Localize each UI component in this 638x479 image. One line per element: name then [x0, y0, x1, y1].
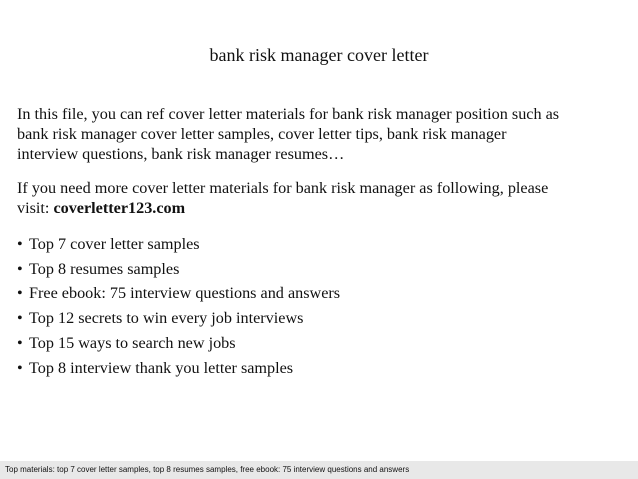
bullet-icon: • [17, 235, 23, 253]
list-item [17, 356, 622, 381]
intro-paragraph [17, 104, 622, 164]
intro-line: bank risk manager cover letter samples, cover letter tips, bank risk manager [17, 125, 507, 143]
visit-line: If you need more cover letter materials for bank risk manager as following, please [17, 179, 549, 197]
bullet-icon: • [17, 259, 23, 278]
document-body [17, 104, 622, 380]
bullet-icon: • [17, 309, 23, 328]
list-item-label: Top 12 secrets to win every job interviews [29, 309, 304, 328]
list-item-label: Top 7 cover letter samples [29, 235, 200, 253]
list-item-label: Free ebook: 75 interview questions and answers [29, 284, 341, 303]
footer-bar [0, 461, 638, 479]
list-item-label: Top 15 ways to search new jobs [29, 333, 236, 352]
visit-paragraph [17, 178, 622, 218]
bullet-icon: • [17, 333, 23, 352]
page-title: bank risk manager cover letter [209, 45, 429, 65]
footer-text: Top materials: top 7 cover letter samples, top 8 resumes samples, free ebook: 75 interview questions and answers [5, 465, 410, 474]
visit-prefix: visit: [17, 199, 54, 217]
list-item-label: Top 8 interview thank you letter samples [29, 358, 294, 377]
list-item [17, 331, 622, 356]
website-link[interactable]: coverletter123.com [53, 199, 186, 217]
bullet-icon: • [17, 284, 23, 303]
materials-list [17, 232, 622, 380]
list-item [17, 257, 622, 282]
list-item [17, 232, 622, 257]
intro-line: interview questions, bank risk manager resumes… [17, 145, 345, 163]
list-item [17, 306, 622, 331]
intro-line: In this file, you can ref cover letter materials for bank risk manager position such as [17, 105, 560, 123]
bullet-icon: • [17, 358, 23, 377]
list-item [17, 281, 622, 306]
visit-line-2 [17, 198, 622, 218]
list-item-label: Top 8 resumes samples [29, 259, 180, 278]
